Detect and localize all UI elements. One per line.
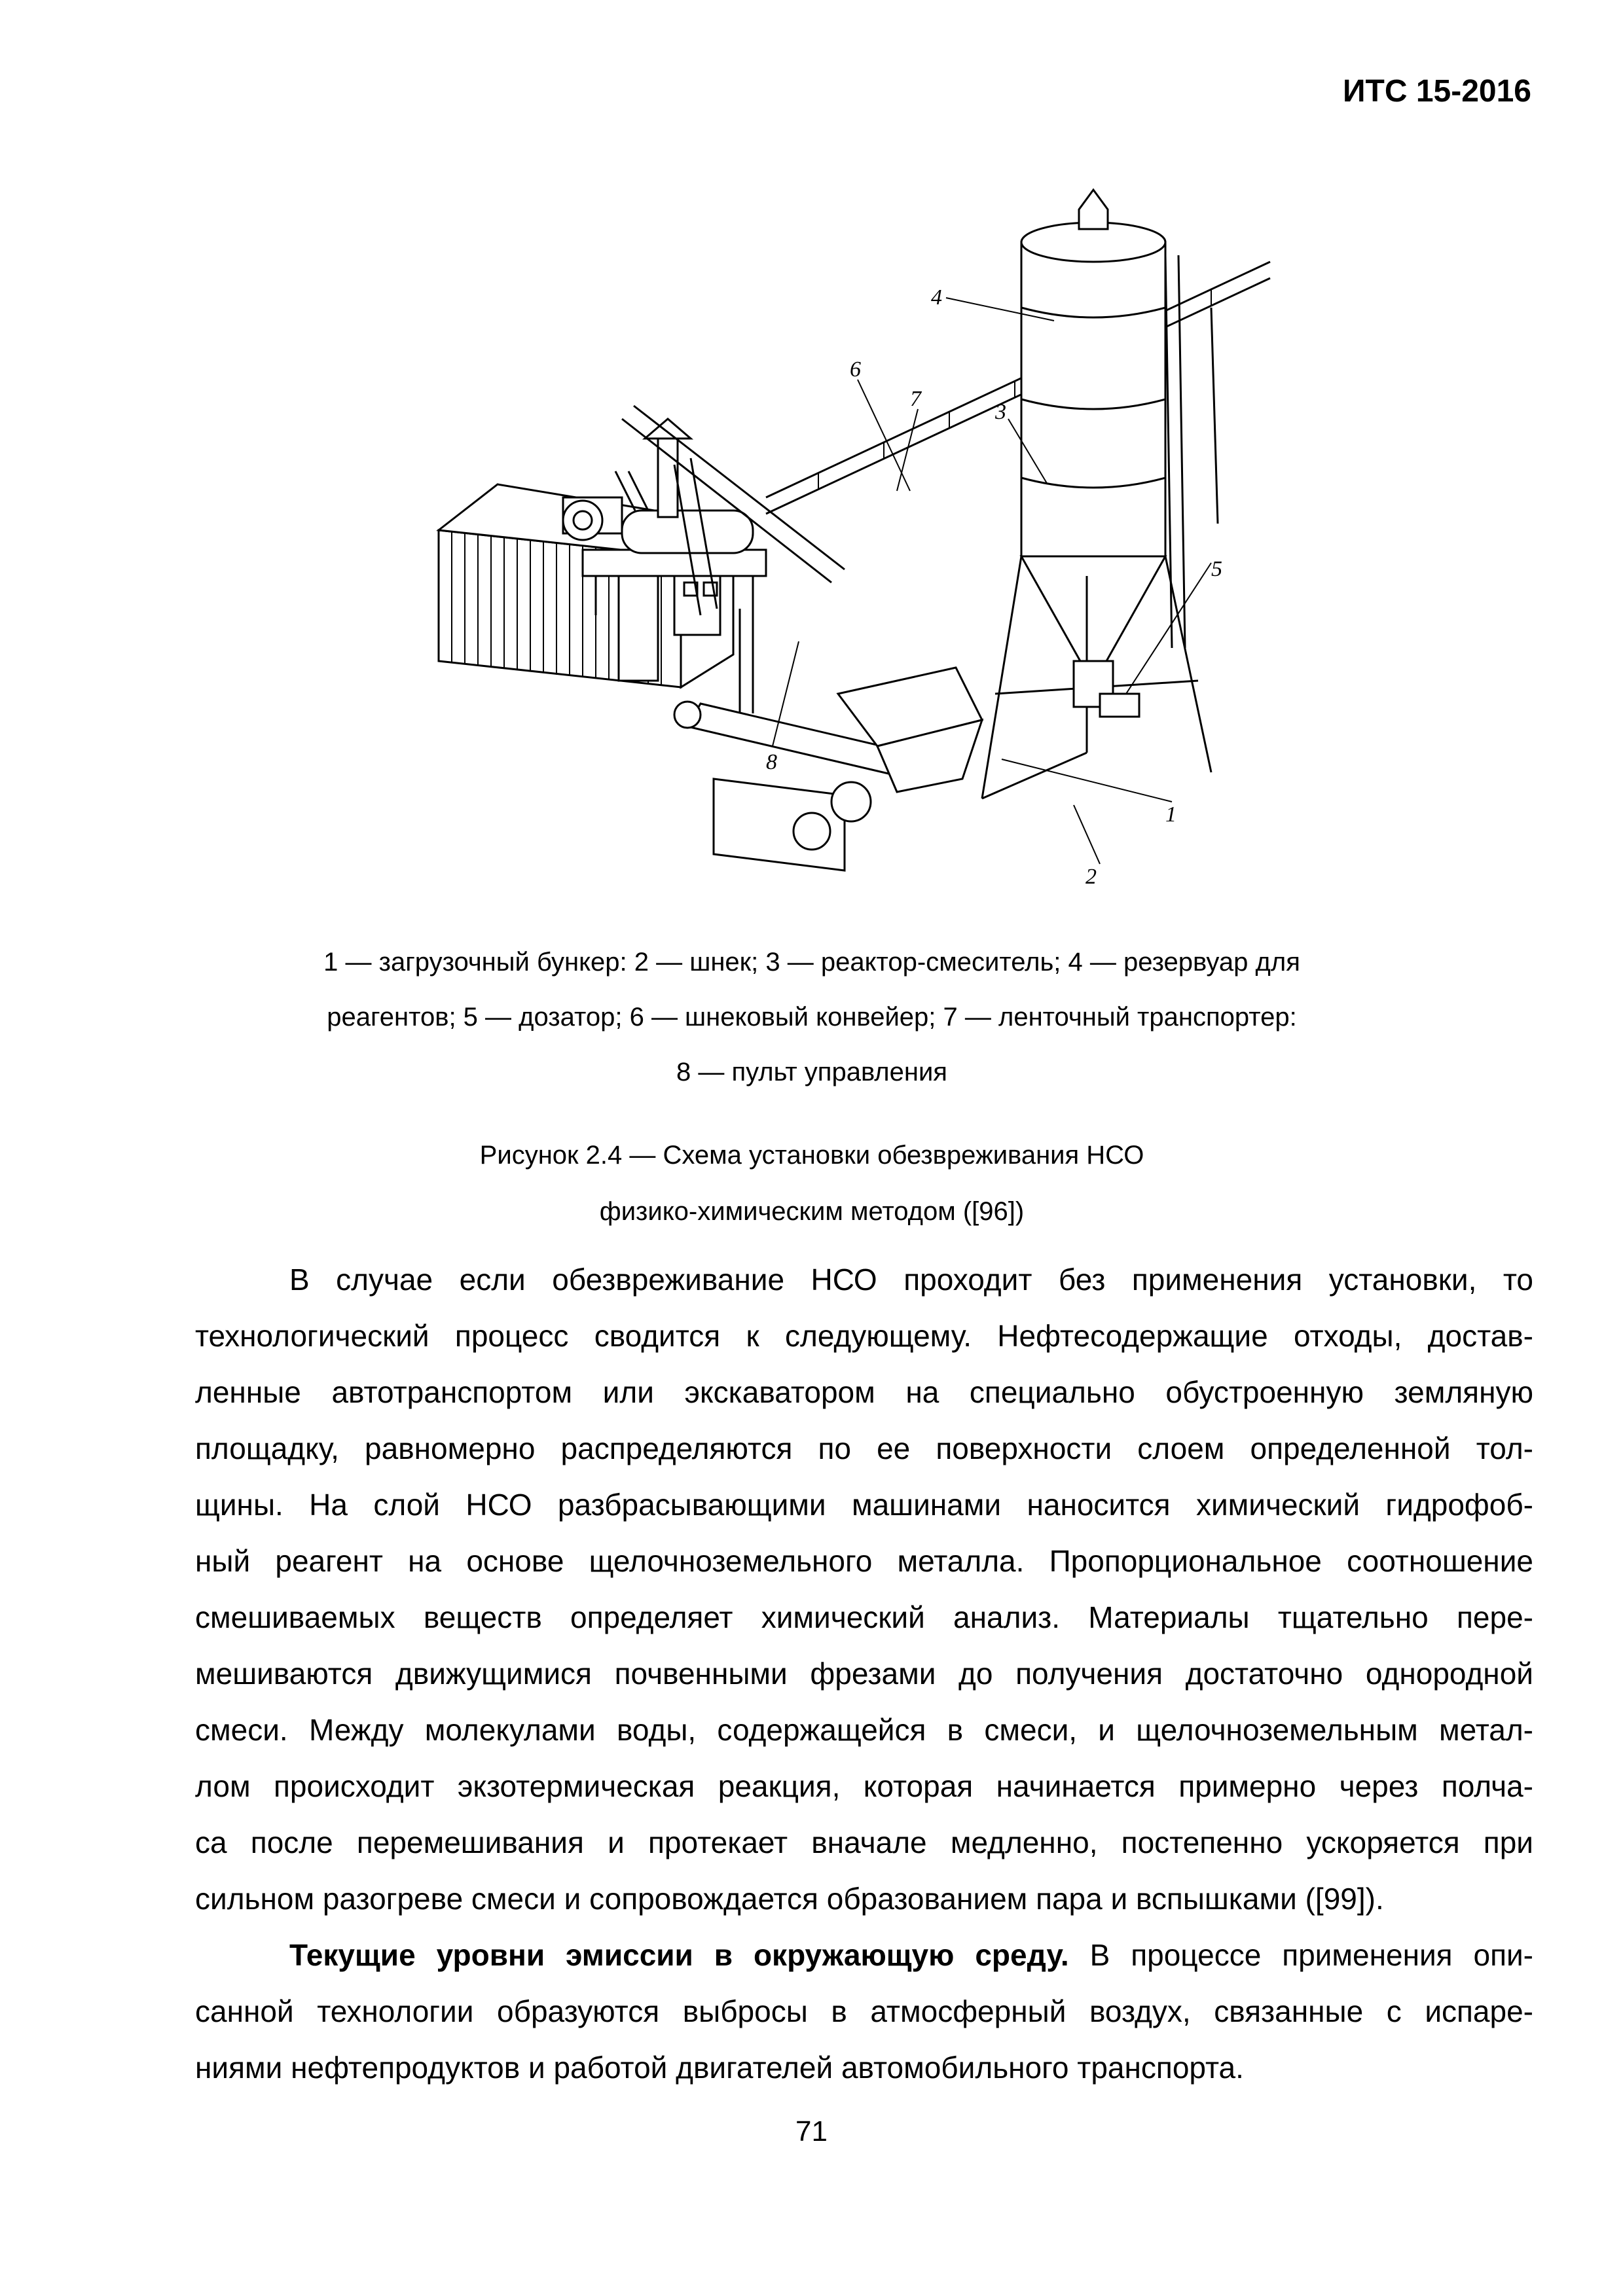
paragraph-line: санной технологии образуются выбросы в атмосферный воздух, связанные с испаре- xyxy=(195,1994,1533,2028)
paragraph-line: смешиваемых веществ определяет химический анализ. Материалы тщательно пере- xyxy=(195,1600,1533,1634)
paragraph-line xyxy=(195,1927,1533,1983)
paragraph-line: лом происходит экзотермическая реакция, которая начинается примерно через полча- xyxy=(195,1769,1533,1803)
installation-diagram xyxy=(426,183,1290,897)
loading-hopper xyxy=(838,668,982,792)
paragraph-line: площадку, равномерно распределяются по ее поверхности слоем определенной тол- xyxy=(195,1431,1533,1465)
body-text xyxy=(195,1251,1533,2096)
paragraph-line: са после перемешивания и протекает вначале медленно, постепенно ускоряется при xyxy=(195,1825,1533,1859)
figure-caption xyxy=(196,1127,1427,1240)
reactor-mixer xyxy=(563,419,766,615)
callout-5: 5 xyxy=(1211,557,1222,581)
section-heading: Текущие уровни эмиссии в окружающую среду. xyxy=(289,1938,1069,1972)
page-number: 71 xyxy=(795,2115,828,2147)
legend-line: реагентов; 5 — дозатор; 6 — шнековый конвейер; 7 — ленточный транспортер: xyxy=(327,1003,1297,1031)
paragraph-line: ниями нефтепродуктов и работой двигателей автомобильного транспорта. xyxy=(195,2051,1244,2085)
callout-6: 6 xyxy=(850,357,861,382)
callout-1: 1 xyxy=(1165,802,1176,827)
paragraph-line: В случае если обезвреживание НСО проходит без применения установки, то xyxy=(289,1263,1533,1297)
paragraph-text: В процессе применения опи- xyxy=(1089,1938,1533,1972)
belt-conveyor xyxy=(766,262,1270,550)
document-code: ИТС 15-2016 xyxy=(1343,74,1531,109)
callout-4: 4 xyxy=(931,285,942,310)
callout-7: 7 xyxy=(910,387,921,411)
paragraph-line: мешиваются движущимися почвенными фрезами до получения достаточно однородной xyxy=(195,1657,1533,1691)
callout-3: 3 xyxy=(995,400,1006,424)
caption-line: физико-химическим методом ([96]) xyxy=(599,1197,1025,1226)
paragraph-line: щины. На слой НСО разбрасывающими машинами наносится химический гидрофоб- xyxy=(195,1488,1533,1522)
caption-line: Рисунок 2.4 — Схема установки обезвреживания НСО xyxy=(479,1141,1144,1170)
legend-line: 8 — пульт управления xyxy=(676,1058,947,1086)
paragraph-line: ленные автотранспортом или экскаватором на специально обустроенную земляную xyxy=(195,1375,1533,1409)
paragraph-line: смеси. Между молекулами воды, содержащейся в смеси, и щелочноземельным метал- xyxy=(195,1713,1533,1747)
figure-legend xyxy=(196,935,1427,1100)
legend-line: 1 — загрузочный бункер: 2 — шнек; 3 — реактор-смеситель; 4 — резервуар для xyxy=(323,948,1300,977)
paragraph-line: ный реагент на основе щелочноземельного металла. Пропорциональное соотношение xyxy=(195,1544,1533,1578)
callout-2: 2 xyxy=(1085,865,1097,889)
paragraph-line: сильном разогреве смеси и сопровождается образованием пара и вспышками ([99]). xyxy=(195,1882,1384,1916)
callout-8: 8 xyxy=(766,750,777,774)
paragraph-line: технологический процесс сводится к следующему. Нефтесодержащие отходы, достав- xyxy=(195,1319,1533,1353)
